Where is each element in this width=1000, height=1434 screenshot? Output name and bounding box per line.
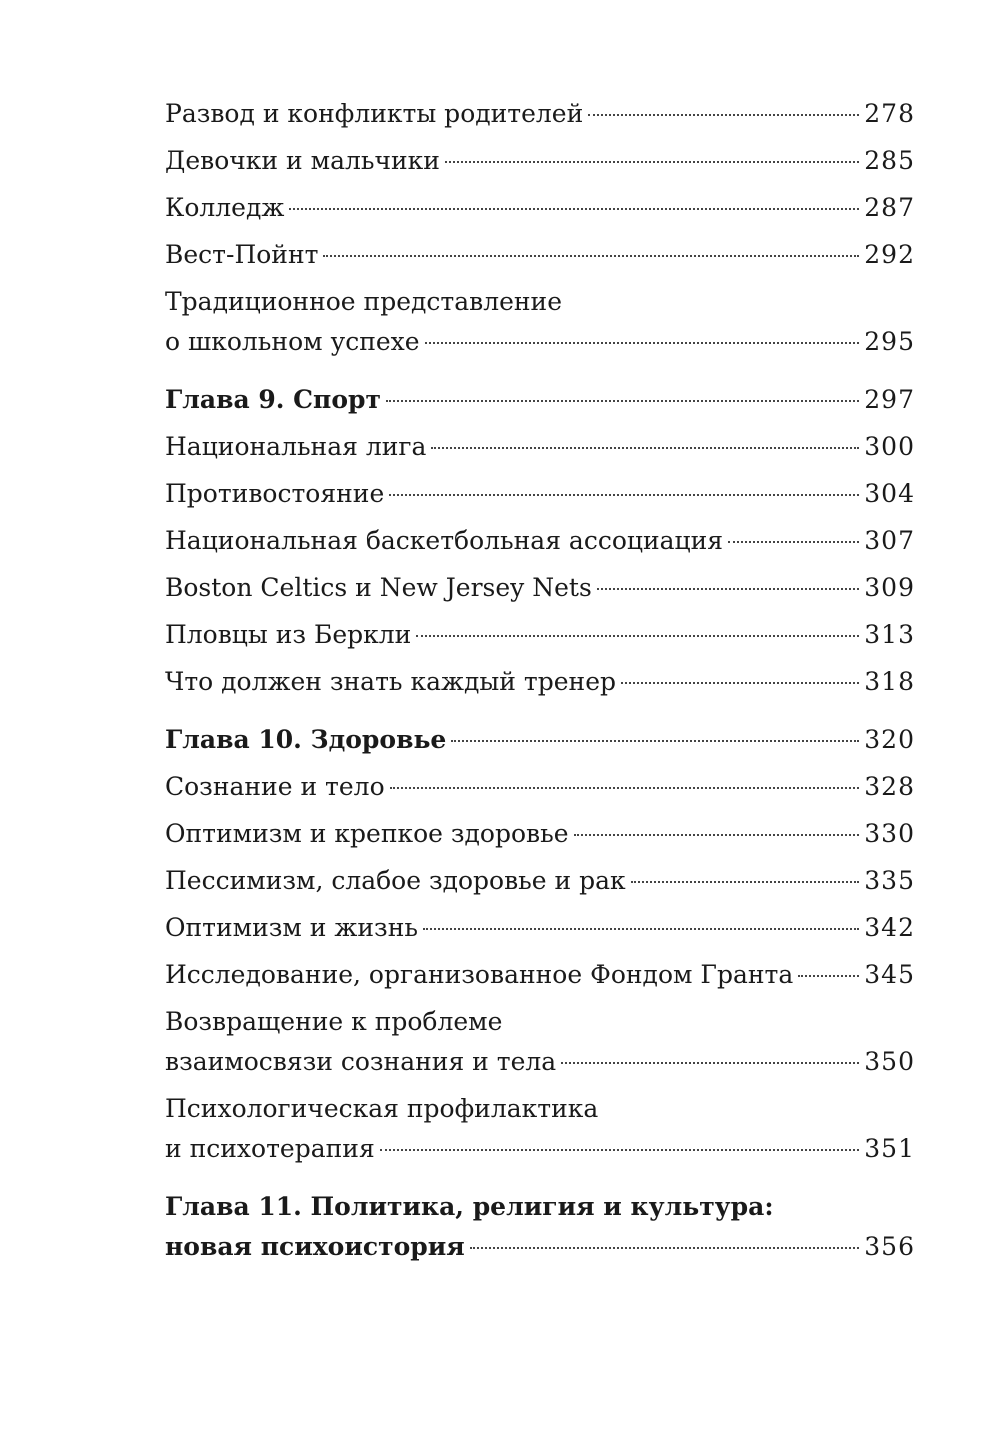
toc-entry[interactable] <box>165 427 915 467</box>
toc-chapter-entry[interactable] <box>165 380 915 420</box>
toc-page-number: 309 <box>864 573 915 602</box>
toc-page-number: 335 <box>864 866 915 895</box>
toc-entry-row <box>165 188 915 228</box>
table-of-contents <box>165 94 915 1274</box>
toc-page-number: 342 <box>864 913 915 942</box>
toc-page-number: 328 <box>864 772 915 801</box>
toc-entry-title: Глава 10. Здоровье <box>165 725 447 754</box>
dot-leader <box>631 881 860 883</box>
toc-entry-row <box>165 1042 915 1082</box>
toc-entry[interactable] <box>165 235 915 275</box>
toc-entry[interactable] <box>165 521 915 561</box>
toc-page-number: 356 <box>864 1232 915 1261</box>
toc-entry[interactable] <box>165 1089 915 1169</box>
dot-leader <box>380 1149 860 1151</box>
toc-entry[interactable] <box>165 568 915 608</box>
toc-entry[interactable] <box>165 1002 915 1082</box>
toc-entry-row <box>165 615 915 655</box>
toc-entry-row <box>165 322 915 362</box>
dot-leader <box>588 114 859 116</box>
dot-leader <box>561 1062 859 1064</box>
toc-entry-row <box>165 908 915 948</box>
toc-entry-title: Boston Celtics и New Jersey Nets <box>165 573 592 602</box>
toc-entry-title: новая психоистория <box>165 1232 465 1261</box>
dot-leader <box>416 635 859 637</box>
toc-page-number: 345 <box>864 960 915 989</box>
toc-entry-title: Национальная лига <box>165 432 427 461</box>
toc-page-number: 300 <box>864 432 915 461</box>
toc-entry[interactable] <box>165 141 915 181</box>
toc-entry-title: о школьном успехе <box>165 327 420 356</box>
toc-entry-title: Глава 9. Спорт <box>165 385 382 414</box>
toc-entry[interactable] <box>165 662 915 702</box>
toc-entry[interactable] <box>165 861 915 901</box>
toc-entry-title: и психотерапия <box>165 1134 375 1163</box>
toc-page-number: 292 <box>864 240 915 269</box>
toc-entry-title: взаимосвязи сознания и тела <box>165 1047 557 1076</box>
toc-page-number: 304 <box>864 479 915 508</box>
toc-entry-title: Противостояние <box>165 479 385 508</box>
toc-entry[interactable] <box>165 908 915 948</box>
toc-entry[interactable] <box>165 955 915 995</box>
toc-chapter-entry[interactable] <box>165 1187 915 1267</box>
toc-entry-title: Исследование, организованное Фондом Гранта <box>165 960 794 989</box>
toc-page-number: 307 <box>864 526 915 555</box>
dot-leader <box>390 787 860 789</box>
toc-entry-row <box>165 235 915 275</box>
toc-entry[interactable] <box>165 94 915 134</box>
toc-entry[interactable] <box>165 282 915 362</box>
toc-page-number: 318 <box>864 667 915 696</box>
toc-entry[interactable] <box>165 188 915 228</box>
toc-entry-row <box>165 1227 915 1267</box>
toc-page-number: 330 <box>864 819 915 848</box>
toc-entry[interactable] <box>165 814 915 854</box>
dot-leader <box>470 1247 860 1249</box>
toc-page-number: 320 <box>864 725 915 754</box>
dot-leader <box>289 208 859 210</box>
dot-leader <box>323 255 859 257</box>
toc-entry-title: Колледж <box>165 193 285 222</box>
toc-page-number: 351 <box>864 1134 915 1163</box>
dot-leader <box>728 541 859 543</box>
toc-page-number: 278 <box>864 99 915 128</box>
toc-entry-title: Вест-Пойнт <box>165 240 319 269</box>
toc-entry-row <box>165 1129 915 1169</box>
toc-entry-title-line: Традиционное представление <box>165 287 563 316</box>
toc-entry-title: Девочки и мальчики <box>165 146 440 175</box>
toc-entry-title: Сознание и тело <box>165 772 385 801</box>
toc-entry[interactable] <box>165 767 915 807</box>
toc-entry-title: Что должен знать каждый тренер <box>165 667 616 696</box>
toc-page-number: 297 <box>864 385 915 414</box>
toc-entry-row <box>165 814 915 854</box>
toc-entry-row <box>165 427 915 467</box>
toc-entry-title: Пловцы из Беркли <box>165 620 412 649</box>
dot-leader <box>574 834 860 836</box>
toc-page-number: 285 <box>864 146 915 175</box>
toc-entry-row <box>165 568 915 608</box>
toc-entry-title-line: Возвращение к проблеме <box>165 1007 503 1036</box>
toc-entry-title-line: Психологическая профилактика <box>165 1094 599 1123</box>
dot-leader <box>386 400 859 402</box>
dot-leader <box>445 161 859 163</box>
dot-leader <box>425 342 860 344</box>
dot-leader <box>423 928 859 930</box>
toc-entry-row <box>165 94 915 134</box>
dot-leader <box>597 588 860 590</box>
toc-page-number: 295 <box>864 327 915 356</box>
dot-leader <box>389 494 859 496</box>
dot-leader <box>431 447 859 449</box>
toc-entry[interactable] <box>165 615 915 655</box>
toc-entry[interactable] <box>165 474 915 514</box>
toc-page-number: 287 <box>864 193 915 222</box>
toc-entry-row <box>165 955 915 995</box>
toc-entry-row <box>165 767 915 807</box>
toc-page-number: 350 <box>864 1047 915 1076</box>
toc-chapter-entry[interactable] <box>165 720 915 760</box>
toc-entry-title: Оптимизм и крепкое здоровье <box>165 819 569 848</box>
dot-leader <box>621 682 859 684</box>
toc-entry-row <box>165 861 915 901</box>
toc-entry-row <box>165 720 915 760</box>
toc-entry-row <box>165 662 915 702</box>
toc-entry-title: Оптимизм и жизнь <box>165 913 418 942</box>
toc-entry-title: Развод и конфликты родителей <box>165 99 584 128</box>
dot-leader <box>798 975 859 977</box>
toc-entry-row <box>165 141 915 181</box>
toc-entry-row <box>165 521 915 561</box>
toc-entry-row <box>165 474 915 514</box>
toc-entry-title: Национальная баскетбольная ассоциация <box>165 526 724 555</box>
toc-entry-title-line: Глава 11. Политика, религия и культура: <box>165 1192 774 1221</box>
toc-entry-title: Пессимизм, слабое здоровье и рак <box>165 866 626 895</box>
toc-page-number: 313 <box>864 620 915 649</box>
toc-entry-row <box>165 380 915 420</box>
dot-leader <box>451 740 859 742</box>
